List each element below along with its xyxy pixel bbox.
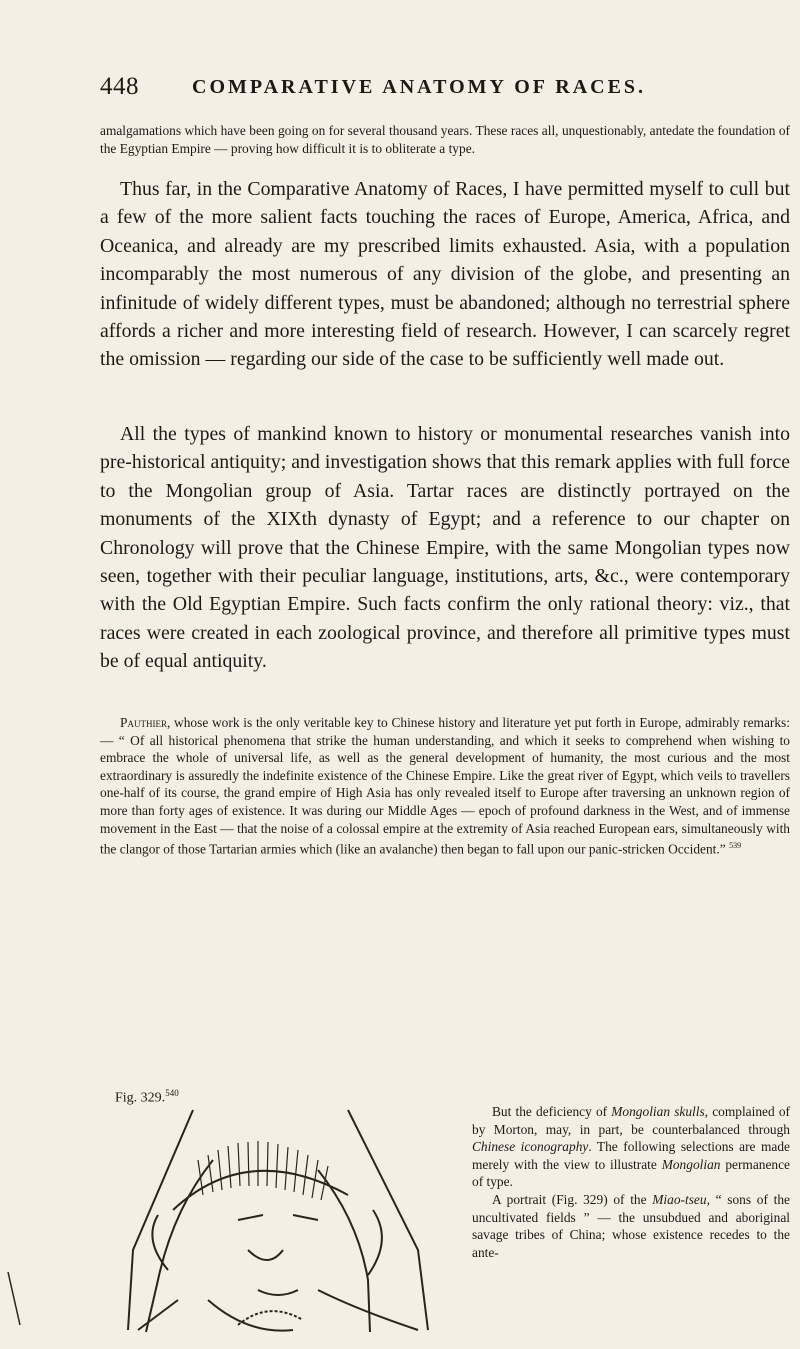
quote-text: , whose work is the only veritable key to Chinese history and literature yet put forth in Europe, admirably remarks: — “ Of all historical phenomena that strike the human understanding, and which it seeks to comprehend when wishing to embrace the whole of universal life, as well as the general development of humanity, the most curious and the most extraordinary is assuredly the indefinite existence of the Chinese Empire. Like the great river of Egypt, which veils to travellers one-half of its course, the grand empire of High Asia has only revealed itself to Europe after traversing an unknown region of more than forty ages of existence. It was during our Middle Ages — epoch of profound darkness in the West, and of immense movement in the East — that the noise of a colossal empire at the extremity of Asia reached European ears, simultaneously with the clangor of those Tartarian armies which (like an avalanche) then began to fall upon our panic-stricken Occident.” [100, 715, 790, 857]
page-header [100, 73, 790, 107]
right-column-text [472, 1103, 790, 1261]
quote-author: Pauthier [120, 715, 167, 730]
running-title: COMPARATIVE ANATOMY OF RACES. [192, 76, 647, 98]
paragraph-deficiency: But the deficiency of Mongolian skulls, complained of by Morton, may, in part, be counterbalanced through Chinese iconography. The following selections are made merely with the view to illustrate Mongolian permanence of type. [472, 1104, 791, 1190]
margin-stroke [6, 1270, 26, 1330]
figure-label: Fig. 329. [115, 1090, 166, 1106]
miao-tseu-portrait-figure [118, 1100, 463, 1340]
paragraph-portrait: A portrait (Fig. 329) of the Miao-tseu, “ sons of the uncultivated fields ” — the unsubdued and aboriginal savage tribes of China; whose existence recedes to the ante- [472, 1191, 790, 1260]
paragraph-comparative-anatomy: Thus far, in the Comparative Anatomy of Races, I have permitted myself to cull but a few of the more salient facts touching the races of Europe, America, Africa, and Oceanica, and already are my prescribed limits exhausted. Asia, with a population incomparably the most numerous of any division of the globe, and presenting an infinitude of widely different types, must be abandoned; although no terrestrial sphere affords a richer and more interesting field of research. However, I can scarcely regret the omission — regarding our side of the case to be sufficiently well made out. [100, 178, 790, 371]
intro-paragraph: amalgamations which have been going on for several thousand years. These races all, unquestionably, antedate the foundation of the Egyptian Empire — proving how difficult it is to obliterate a type. [100, 123, 790, 156]
figure-note: 540 [165, 1088, 179, 1098]
paragraph-types-of-mankind: All the types of mankind known to history or monumental researches vanish into pre-historical antiquity; and investigation shows that this remark applies with full force to the Mongolian group of Asia. Tartar races are distinctly portrayed on the monuments of the XIXth dynasty of Egypt; and a reference to our chapter on Chronology will prove that the Chinese Empire, with the same Mongolian types now seen, together with their peculiar language, institutions, arts, &c., were contemporary with the Old Egyptian Empire. Such facts confirm the only rational theory: viz., that races were created in each zoological province, and therefore all primitive types must be of equal antiquity. [100, 423, 790, 673]
quote-note: 539 [729, 841, 742, 851]
pauthier-quote [100, 714, 790, 858]
page-number: 448 [100, 73, 139, 100]
